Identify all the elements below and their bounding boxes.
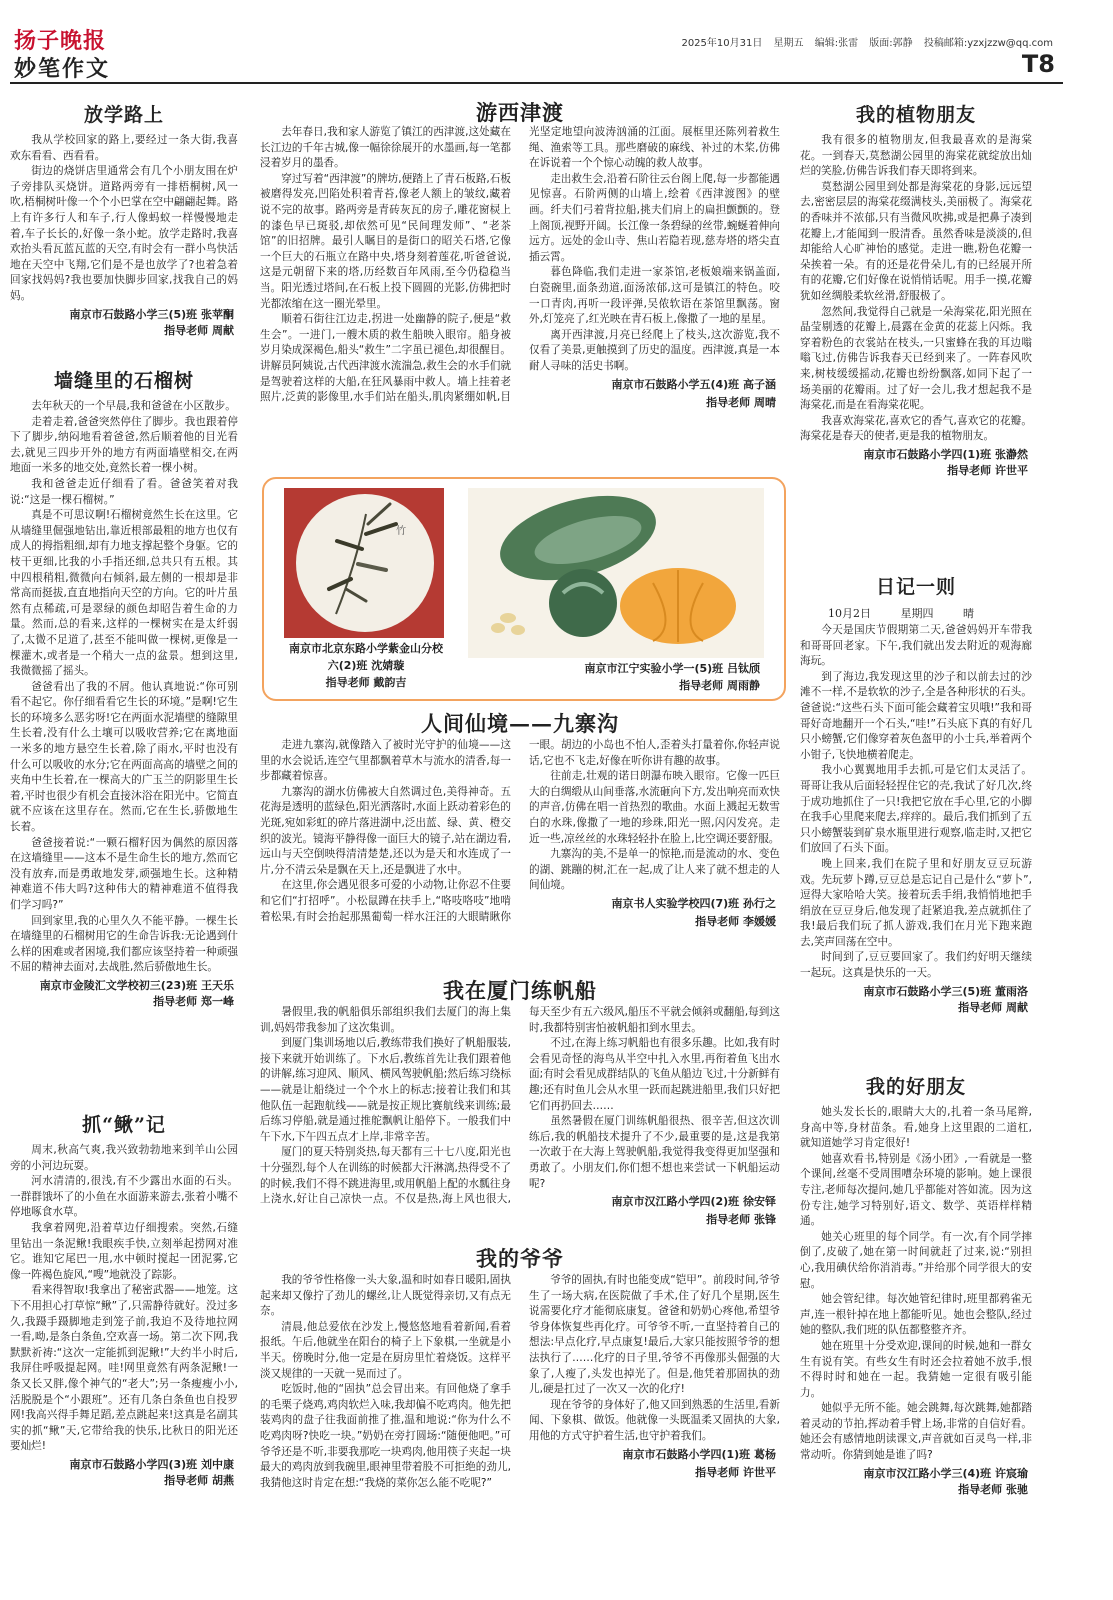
artwork-caption-right: [540, 660, 760, 694]
editor-credit: 编辑:张雷: [814, 38, 859, 49]
paragraph: 走进九寨沟,就像踏入了被时光守护的仙境——这里的水会说话,连空气里都飘着草木与流水的清香,每一步都藏着惊喜。: [260, 739, 511, 783]
article-title: 我在厦门练帆船: [443, 978, 597, 1003]
author-school: 南京市石鼓路小学四(1)班 张瀞然: [863, 447, 1028, 461]
vegetable-painting: [468, 488, 764, 658]
artist-teacher: 指导老师 戴韵吉: [325, 676, 407, 689]
seal-character: 竹: [396, 526, 406, 537]
page-number: T8: [1021, 50, 1055, 78]
submission-email: 投稿邮箱:yzxjzzw@qq.com: [923, 38, 1053, 49]
paragraph: 她喜欢看书,特别是《汤小团》,一看就是一整个课间,丝毫不受周围嘈杂环境的影响。她上课很专注,老师每次提问,她几乎都能对答如流。因为这份专注,她学习特别好,语文、数学、英语样样精通。: [800, 1152, 1032, 1228]
bamboo-drawing: [296, 494, 434, 632]
teacher-credit: 指导老师 许世平: [947, 463, 1028, 477]
artist-school: 南京市北京东路小学紫金山分校: [289, 642, 443, 655]
author-school: 南京市石鼓路小学四(1)班 葛杨: [622, 1447, 776, 1461]
paragraph: 回到家里,我的心里久久不能平静。一棵生长在墙缝里的石榴树用它的生命告诉我:无论遇到什么样的困难或者困境,我们都应该坚持着一种顽强不屈的精神去面对,去战胜,然后骄傲地生长。: [10, 914, 238, 974]
paragraph: 她在班里十分受欢迎,课间的时候,她和一群女生有说有笑。有些女生有时还会拉着她不放手,恨不得时时和她在一起。我猜她一定很有吸引能力。: [800, 1339, 1032, 1399]
paragraph: 晚上回来,我们在院子里和好朋友豆豆玩游戏。先玩萝卜蹲,豆豆总是忘记自己是什么“萝卜”,逗得大家哈哈大笑。接着玩丢手绢,我悄悄地把手绢放在豆豆身后,他发现了赶紧追我,差点就抓住了我!最后我们玩了抓人游戏,我们在月光下跑来跑去,笑声回荡在空中。: [800, 857, 1032, 948]
author-school: 南京市石鼓路小学五(4)班 高子涵: [611, 377, 776, 391]
paragraph: 她会管纪律。每次她管纪律时,班里都鸦雀无声,连一根针掉在地上都能听见。她也会整队,经过她的整队,我们班的队伍都整整齐齐。: [800, 1293, 1032, 1337]
paragraph: 到了海边,我发现这里的沙子和以前去过的沙滩不一样,不是软软的沙子,全是各种形状的石头。爸爸说:“这些石头下面可能会藏着宝贝哦!”我和哥哥好奇地翻开一个石头,“哇!”石头底下真的有好几只小螃蟹,它们像穿着灰色盔甲的小士兵,举着两个小钳子,飞快地横着爬走。: [800, 670, 1032, 761]
teacher-credit: 指导老师 周晴: [706, 395, 776, 409]
paragraph: 在这里,你会遇见很多可爱的小动物,让你忍不住要和它们“打招呼”。小松鼠蹲在扶手上,“咯吱咯吱”地啃着松果,有时会抬起那黑葡萄一样水汪汪的大眼睛瞅你一眼。胡边的小岛也不怕人,歪着头打量着你,你轻声说话,它也不飞走,好像在听你讲有趣的故事。: [260, 739, 780, 923]
paragraph: 时间到了,豆豆要回家了。我们约好明天继续一起玩。这真是快乐的一天。: [800, 951, 1032, 980]
author-school: 南京市石鼓路小学四(3)班 刘中康: [69, 1457, 234, 1471]
diary-weather: 晴: [963, 607, 974, 620]
paragraph: 真是不可思议啊!石榴树竟然生长在这里。它从墙缝里倔强地钻出,靠近根部最粗的地方也仅有成人的拇指粗细,却有力地支撑起整个身躯。它的枝干更细,比我的小手指还细,总共只有五根。其中四根稍粗,微微向右倾斜,最左侧的一根却是非常高而挺拔,直直地指向天空的方向。它的叶片虽然有点稀疏,可是翠绿的颜色却昭告着生命的力量。然而,总的看来,这样的一棵树实在是太纤弱了,太微不足道了,甚至不能叫做一棵树,更像是一棵灌木,或者是一个稍大一点的盆景。想到这里,我微微摇了摇头。: [10, 509, 238, 678]
paragraph: 爸爸看出了我的不屑。他认真地说:“你可别看不起它。你仔细看看它生长的环境。”是啊!它生长的环境多么恶劣呀!它在两面水泥墙壁的缝隙里生长着,没有什么土壤可以吸收营养;它在离地面一米多的地方悬空生长着,除了雨水,平时也没有什么可以吸收的水分;它在两面高高的墙壁之间的夹角中生长着,在一棵高大的广玉兰的阴影里生长着,平时也很少有机会直接沐浴在阳光中。它简直就不应该在这里存在。然而,它在生长,骄傲地生长着。: [10, 680, 238, 834]
paragraph: 她似乎无所不能。她会跳舞,每次跳舞,她都踏着灵动的节拍,挥动着手臂上场,非常的自信好看。她还会有感情地朗读课文,声音就如百灵鸟一样,非常动听。你猜到她是谁了吗?: [800, 1402, 1032, 1462]
article-fangxue: [10, 100, 238, 365]
paragraph: 吃饭时,他的“固执”总会冒出来。有回他烧了拿手的毛栗子烧鸡,鸡肉软烂入味,我却偏不吃鸡肉。他先把装鸡肉的盘子往我面前推了推,温和地说:“你为什么不吃鸡肉呀?快吃一块。”奶奶在旁打圆场:“随便他吧。”可爷爷还是不听,非要我那吃一块鸡肉,他用筷子夹起一块最大的鸡肉放到我碗里,眼神里带着股不可拒绝的劲儿,我猜他这时肯定在想:“我烧的菜你怎么能不吃呢?”: [260, 1383, 511, 1489]
artist-school: 南京市江宁实验小学一(5)班 吕钛颀: [584, 662, 760, 675]
artist-class: 六(2)班 沈婧璇: [327, 659, 405, 672]
teacher-credit: 指导老师 胡燕: [164, 1473, 234, 1487]
article-pengyou: [800, 1072, 1032, 1532]
article-title: 我的好朋友: [865, 1076, 966, 1098]
paragraph: 暮色降临,我们走进一家茶馆,老板娘端来锅盖面,白瓷碗里,面条劲道,面汤浓郁,这可是镇江的特色。咬一口青肉,再听一段评弹,吴侬软语在茶馆里飘荡。窗外,灯笼亮了,红光映在青石板上,像撒了一地的星星。: [529, 266, 780, 326]
masthead-logo: 扬子晚报: [14, 28, 107, 54]
article-title: 我的植物朋友: [855, 104, 976, 126]
paragraph: 九寨沟的美,不是单一的惊艳,而是流动的水、变色的湖、跳蹦的树,汇在一起,成了让人来了就不想走的人间仙境。: [529, 848, 780, 892]
paragraph: 走着走着,爸爸突然停住了脚步。我也跟着停下了脚步,纳闷地看着爸爸,然后顺着他的目光看去,就见三四步开外的地方有两面墙壁相交,在两地面一米多的地交处,竟然长着一棵小树。: [10, 415, 238, 475]
issue-date: 2025年10月31日: [681, 38, 763, 49]
paragraph: 我拿着网兜,沿着草边仔细搜索。突然,石缝里钻出一条泥鳅!我眼疾手快,立刻举起捞网对准它。谁知它尾巴一甩,水中顿时搅起一团泥雾,它像一阵褐色旋风,“嗖”地就没了踪影。: [10, 1221, 238, 1281]
article-title: 放学路上: [83, 104, 164, 126]
teacher-credit: 指导老师 李媛媛: [695, 914, 776, 928]
paragraph: 河水清清的,很浅,有不少露出水面的石头。一群群饿坏了的小鱼在水面游来游去,张着小嘴不停地啄食水草。: [10, 1175, 238, 1219]
paragraph: 爸爸接着说:“一颗石榴籽因为偶然的原因落在这墙缝里——这本不是生命生长的地方,然而它没有放弃,而是勇敢地发芽,顽强地生长。这种精神难道不伟大吗?这种伟大的精神难道不值得我们学习吗?”: [10, 836, 238, 911]
paragraph: 穿过写着“西津渡”的牌坊,便踏上了青石板路,石板被磨得发亮,凹陷处积着青苔,像老人额上的皱纹,藏着说不完的故事。路两旁是青砖灰瓦的房子,雕花窗棂上的漆色早已斑驳,却依然可见“民间理发师”、“老茶馆”的旧招牌。最引人瞩目的是街口的昭关石塔,它像一个巨大的石瓶立在路中央,塔身刻着莲花,听爸爸说,这是元朝留下来的塔,历经数百年风雨,至今仍稳稳当当。阳光透过塔间,在石板上投下圆圆的光影,仿佛把时光都浓缩在这一圈光晕里。: [260, 172, 511, 310]
paragraph: 莫愁湖公园里到处都是海棠花的身影,远远望去,密密层层的海棠花缀满枝头,美丽极了。海棠花的香味并不浓郁,只有当微风吹拂,或是把鼻子凑到花瓣上,才能闻到一股清香。虽然香味是淡淡的,但却能给人心旷神怡的感觉。走进一瞧,粉色花瓣一朵挨着一朵。有的还是花骨朵儿,有的已经展开所有的花瓣,它们好像在说悄悄话呢。用手一摸,花瓣犹如丝绸般柔软丝滑,舒服极了。: [800, 180, 1032, 302]
author-school: 南京市石鼓路小学三(5)班 张苹酮: [69, 307, 234, 321]
article-riji: [800, 572, 1032, 1060]
paragraph: 周末,秋高气爽,我兴致勃勃地来到羊山公园旁的小河边玩耍。: [10, 1144, 238, 1172]
paragraph: 她头发长长的,眼睛大大的,扎着一条马尾辫,身高中等,身材苗条。看,她身上这里跟的二道杠,就知道她学习肯定很好!: [800, 1106, 1032, 1150]
diary-date: 10月2日: [828, 607, 871, 620]
article-title: 墙缝里的石榴树: [53, 370, 194, 392]
diary-weekday: 星期四: [900, 607, 934, 620]
layout-credit: 版面:郭静: [869, 38, 913, 49]
teacher-credit: 指导老师 许世平: [695, 1465, 776, 1479]
paragraph: 虽然暑假在厦门训练帆船很热、很辛苦,但这次训练后,我的帆船技术提升了不少,最重要的是,这是我第一次敢于在大海上驾驶帆船,我觉得我变得更加坚强和勇敢了。小朋友们,你们想不想也来尝试一下帆船运动呢?: [529, 1115, 780, 1190]
diary-header: [828, 605, 1032, 621]
painting-disc: [296, 494, 434, 632]
paragraph: 今天是国庆节假期第二天,爸爸妈妈开车带我和哥哥回老家。下午,我们就出发去附近的观海廊海玩。: [800, 624, 1032, 668]
paragraph: 她关心班里的每个同学。有一次,有个同学摔倒了,皮破了,她在第一时间就赶了过来,说:“别担心,我用碘伏给你消消毒。”并给那个同学很大的安慰。: [800, 1230, 1032, 1290]
teacher-credit: 指导老师 郑一峰: [153, 994, 234, 1008]
teacher-credit: 指导老师 周献: [958, 1000, 1028, 1014]
paragraph: 往前走,壮观的诺日朗瀑布映入眼帘。它像一匹巨大的白绸缎从山间垂落,水流砸向下方,发出响亮而欢快的声音,仿佛在唱一首热烈的歌曲。水面上溅起无数雪白的水珠,像撒了一地的珍珠,阳光一照,闪闪发亮。走近一些,凉丝丝的水珠轻轻扑在脸上,比空调还要舒服。: [529, 770, 780, 845]
author-school: 南京市汉江路小学四(2)班 徐安铎: [611, 1195, 776, 1209]
article-zhiwu: [800, 100, 1032, 562]
paragraph: 街边的烧饼店里通常会有几个小朋友围在炉子旁排队买烧饼。道路两旁有一排梧桐树,风一吹,梧桐树叶像一个个小巴掌在空中翩翩起舞。路上有许多行人和车子,行人像蚂蚁一样慢慢地走着,车子长长的,好像一条小蛇。放学走路时,我喜欢抬头看瓦蓝瓦蓝的天空,有时会有一群小鸟快活地在天空中飞翔,它们是不是也放学了?也着急着回家找妈妈?我也要加快脚步回家,找我自己的妈妈。: [10, 165, 238, 302]
issue-weekday: 星期五: [773, 38, 804, 49]
paragraph: 九寨沟的湖水仿佛被大自然调过色,美得神奇。五花海是透明的蓝绿色,阳光洒落时,水面上跃动着彩色的光斑,宛如彩虹的碎片落进湖中,泛出蓝、绿、黄、橙交织的波光。镜海平静得像一面巨大的镜子,站在湖边看,远山与天空倒映得清清楚楚,还以为是天和水连成了一片,分不清云朵是飘在天上,还是飘进了水中。: [260, 785, 511, 876]
article-title: 我的爷爷: [476, 1246, 564, 1271]
header-rule: [10, 82, 1063, 84]
article-title: 游西津渡: [476, 100, 564, 125]
teacher-credit: 指导老师 张驰: [958, 1482, 1028, 1496]
article-title: 人间仙境——九寨沟: [421, 711, 619, 736]
author-school: 南京市汉江路小学三(4)班 许宸瑜: [863, 1466, 1028, 1480]
issue-meta: [673, 34, 1053, 49]
paragraph: 厦门的夏天特别炎热,每天都有三十七八度,阳光也十分强烈,每个人在训练的时候都大汗淋漓,热得受不了的时候,我们不得不跳进海里,或用帆船上配的水瓢往身上浇水,好让自己凉快一点。不仅是热,海上风也很大,每天至少有五六级风,船压不平就会倾斜或翻船,每到这时,我都特别害怕被帆船扣到水里去。: [260, 1006, 780, 1206]
paragraph: 不过,在海上练习帆船也有很多乐趣。比如,我有时会看见奇怪的海鸟从半空中扎入水里,再衔着鱼飞出水面;有时会看见成群结队的飞鱼从船边飞过,十分新鲜有趣;还有时鱼儿会从水里一跃而起跳进船里,我们只好把它们再扔回去……: [529, 1037, 780, 1112]
article-qiu: [10, 1110, 238, 1530]
paragraph: 我有很多的植物朋友,但我最喜欢的是海棠花。一到春天,莫愁湖公园里的海棠花就绽放出灿烂的笑脸,仿佛告诉我们春天即将到来。: [800, 134, 1032, 178]
paragraph: 现在爷爷的身体好了,他又回到熟悉的生活里,看新闻、下象棋、做饭。他就像一头既温柔又固执的大象,用他的方式守护着生活,也守护着我们。: [529, 1398, 780, 1442]
paragraph: 我喜欢海棠花,喜欢它的香气,喜欢它的花瓣。海棠花是春天的使者,更是我的植物朋友。: [800, 414, 1032, 443]
article-xijin: [260, 125, 780, 465]
paragraph: 我的爷爷性格像一头大象,温和时如春日暖阳,固执起来却又像拧了劲儿的螺丝,让人既觉得亲切,又有点无奈。: [260, 1274, 511, 1318]
article-yeye: [260, 1273, 780, 1531]
section-title: 妙笔作文: [14, 56, 111, 82]
vegetable-drawing: [468, 488, 764, 658]
paragraph: 我和爸爸走近仔细看了看。爸爸笑着对我说:“这是一棵石榴树。”: [10, 477, 238, 506]
paragraph: 忽然间,我觉得自己就是一朵海棠花,阳光照在晶莹剔透的花瓣上,晨露在金黄的花蕊上闪烁。我穿着粉色的衣裳站在枝头,一只蜜蜂在我的耳边嗡嗡飞过,仿佛告诉我春天已经到来了。一阵春风吹来,树枝缓缓摇动,花瓣也纷纷飘落,如同下起了一场美丽的花瓣雨。过了好一会儿,我才想起我不是海棠花,而是在看海棠花呢。: [800, 305, 1032, 412]
paragraph: 清晨,他总爱依在沙发上,慢悠悠地看着新闻,看着报纸。午后,他就坐在阳台的椅子上下象棋,一坐就是小半天。傍晚时分,他一定是在厨房里忙着烧饭。这样平淡又规律的一天就一晃而过了。: [260, 1320, 511, 1380]
paragraph: 看来得智取!我拿出了秘密武器——地笼。这下不用担心打草惊“鳅”了,只需静待就好。没过多久,我蹑手蹑脚地走到笼子前,我迫不及待地拉网一看,呦,是条白条鱼,空欢喜一场。第二次下网,我默默祈祷:“这次一定能抓到泥鳅!”大约半小时后,我屏住呼吸提起网。哇!网里竟然有两条泥鳅!一条又长又胖,像个神气的“老大”;另一条瘦瘦小小,活脱脱是个“小跟班”。还有几条白条鱼也自投罗网!我高兴得手舞足蹈,差点跳起来!这真是名副其实的抓“鳅”天,它带给我的快乐,比秋日的阳光还要灿烂!: [10, 1284, 238, 1453]
author-school: 南京书人实验学校四(7)班 孙行之: [611, 896, 776, 910]
article-jiuzhai: [260, 738, 780, 966]
paragraph: 我从学校回家的路上,要经过一条大街,我喜欢东看看、西看看。: [10, 134, 238, 162]
paragraph: 离开西津渡,月亮已经爬上了枝头,这次游览,我不仅看了美景,更触摸到了历史的温度。西津渡,真是一本耐人寻味的活史书啊。: [529, 328, 780, 372]
teacher-credit: 指导老师 周献: [164, 323, 234, 337]
author-school: 南京市石鼓路小学三(5)班 董雨洛: [863, 984, 1028, 998]
paragraph: 爷爷的固执,有时也能变成“铠甲”。前段时间,爷爷生了一场大病,在医院做了手术,住了好几个星期,医生说需要化疗才能彻底康复。爸爸和奶奶心疼他,希望爷爷身体恢复些再化疗。可爷爷不听,一直坚持着自己的想法:早点化疗,早点康复!最后,大家只能按照爷爷的想法执行了……化疗的日子里,爷爷不再像那头倔强的大象了,人瘦了,头发也掉光了。但是,他凭着那固执的劲儿,硬是扛过了一次又一次的化疗!: [529, 1274, 780, 1396]
paragraph: 走出救生会,沿着石阶往云台阁上爬,每一步都能遇见惊喜。石阶两侧的山墙上,绘着《西津渡图》的壁画。纤夫们弓着背拉船,挑夫们肩上的扁担颤颤的。登上阁顶,视野开阔。长江像一条碧绿的丝带,蜿蜒着伸向远方。远处的金山寺、焦山若隐若现,慈寿塔的塔尖直插云霄。: [529, 172, 780, 263]
author-school: 南京市金陵汇文学校初三(23)班 王天乐: [39, 978, 234, 992]
paragraph: 去年秋天的一个早晨,我和爸爸在小区散步。: [31, 400, 236, 412]
bamboo-painting: [284, 488, 444, 638]
article-shiliu: [10, 366, 238, 1108]
artwork-caption-left: [276, 640, 456, 691]
article-title: 日记一则: [875, 576, 956, 598]
article-title: 抓“鳅”记: [82, 1114, 166, 1136]
article-xiamen: [260, 1005, 780, 1237]
paragraph: 到厦门集训场地以后,教练带我们换好了帆船服装,接下来就开始训练了。下水后,教练首先让我们跟着他的讲解,练习迎风、顺风、横风驾驶帆船;然后练习绕标——就是让船绕过一个个水上的标志;接着让我们和其他队伍一起跑航线——就是按正规比赛航线来训练;最后练习停船,就是通过推舵飘帆让船停下。一般我们中午下水,下午四五点才上岸,非常辛苦。: [260, 1037, 511, 1143]
paragraph: 暑假里,我的帆船俱乐部组织我们去厦门的海上集训,妈妈带我参加了这次集训。: [260, 1006, 511, 1034]
artist-teacher: 指导老师 周雨静: [679, 679, 760, 692]
paragraph: 我小心翼翼地用手去抓,可是它们太灵活了。哥哥让我从后面轻轻捏住它的壳,我试了好几次,终于成功地抓住了一只!我把它放在手心里,它的小脚在我手心里爬来爬去,痒痒的。最后,我们抓到了五只小螃蟹装到矿泉水瓶里进行观察,临走时,又把它们放回了石头下面。: [800, 764, 1032, 855]
paragraph: 去年春日,我和家人游览了镇江的西津渡,这处藏在长江边的千年古城,像一幅徐徐展开的水墨画,每一笔都浸着岁月的墨香。: [260, 126, 511, 170]
teacher-credit: 指导老师 张锋: [706, 1213, 776, 1227]
paragraph: 顺着石街往江边走,拐进一处幽静的院子,便是“救生会”。一进门,一艘木质的救生船映入眼帘。船身被岁月染成深褐色,船头“救生”二字虽已褪色,却很醒目。讲解员阿姨说,古代西津渡水流湍急,救生会的水手们就是驾驶着这样的大船,在狂风暴雨中救人。墙上挂着老照片,泛黄的影像里,水手们站在船头,肌肉紧绷如帆,目光坚定地望向波涛汹涌的江面。展框里还陈列着救生绳、渔索等工具。那些磨破的麻线、补过的木桨,仿佛在诉说着一个个惊心动魄的救人故事。: [260, 126, 780, 404]
